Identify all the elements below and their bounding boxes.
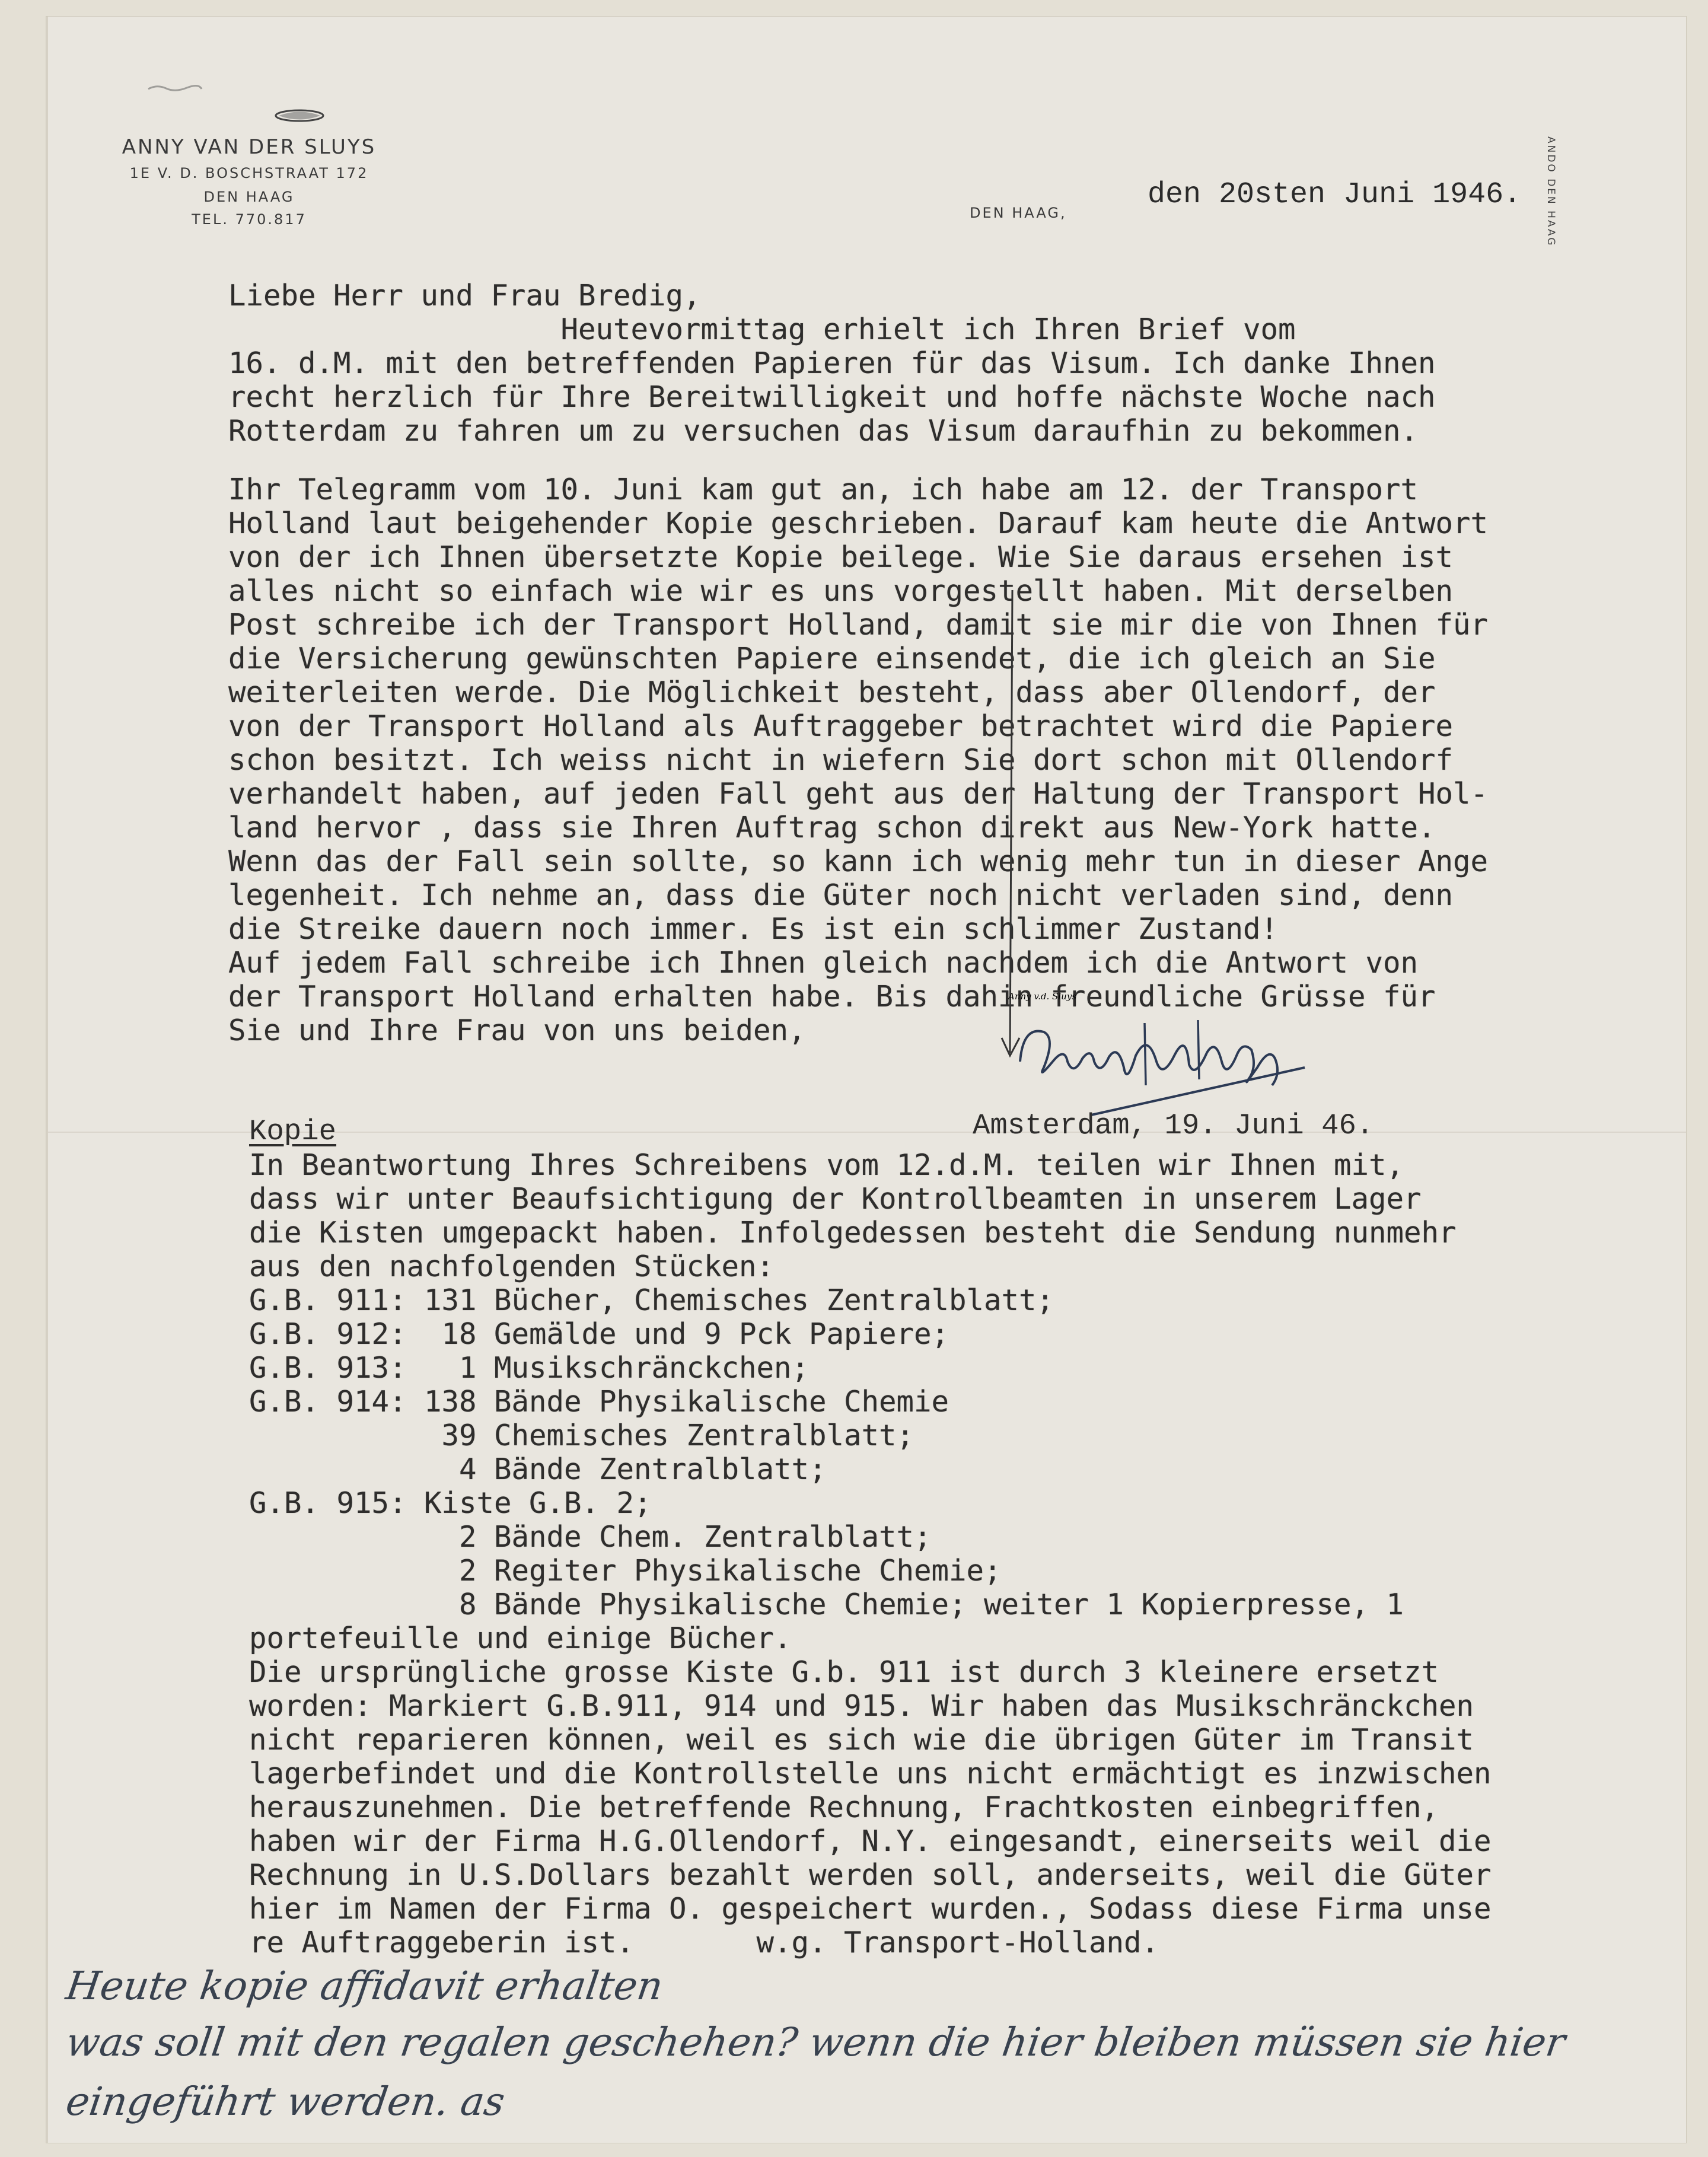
copy-body: In Beantwortung Ihres Schreibens vom 12.d.M. teilen wir Ihnen mit, dass wir unter Beaufsichtigung der Kontrollbeamten in unserem Lager die Kisten umgepackt haben. Infolgedessen besteht die Sendung nunmehr aus den nachfolgenden Stücken: G.B. 911: 131 Bücher, Chemisches Zentralblatt; G.B. 912: 18 Gemälde und 9 Pck Papiere; G.B. 913: 1 Musikschränckchen; G.B. 914: 138 Bände Physikalische Chemie 39 Chemisches Zentralblatt; 4 Bände Zentralblatt; G.B. 915: Kiste G.B. 2; 2 Bände Chem. Zentralblatt; 2 Regiter Physikalische Chemie; 8 Bände Physikalische Chemie; weiter 1 Kopierpresse, 1 portefeuille und einige Bücher. Die ursprüngliche grosse Kiste G.b. 911 ist durch 3 kleinere ersetzt worden: Markiert G.B.911, 914 und 915. Wir haben das Musikschränckchen nicht reparieren können, weil es sich wie die übrigen Güter im Transit lagerbefindet und die Kontrollstelle uns nicht ermächtigt es inzwischen herauszunehmen. Die betreffende Rechnung, Frachtkosten einbegriffen, haben wir der Firma H.G.Ollendorf, N.Y. eingesandt, einerseits weil die Rechnung in U.S.Dollars bezahlt werden soll, anderseits, weil die Güter hier im Namen der Firma O. gespeichert wurden., Sodass diese Firma unse re Auftraggeberin ist. w.g. Transport-Holland.: [249, 1148, 1492, 1960]
handwritten-note-line-1: Heute kopie affidavit erhalten: [63, 1963, 666, 2009]
salutation: Liebe Herr und Frau Bredig,: [228, 279, 701, 313]
handwritten-note-line-2: was soll mit den regalen geschehen? wenn die hier bleiben müssen sie hier: [63, 2019, 1568, 2065]
signature-text: [1008, 991, 1076, 1002]
letterhead-street: 1E V. D. BOSCHSTRAAT 172: [129, 165, 369, 181]
logo-icon: [273, 107, 326, 125]
letterhead-name: ANNY VAN DER SLUYS: [122, 135, 377, 159]
letterhead-city: DEN HAAG: [203, 189, 295, 205]
paragraph-1: Heutevormittag erhielt ich Ihren Brief vom 16. d.M. mit den betreffenden Papieren für das Visum. Ich danke Ihnen recht herzlich für Ihre Bereitwilligkeit und hoffe nächste Woche nach Rotterdam zu fahren um zu versuchen das Visum daraufhin zu bekommen.: [228, 313, 1436, 448]
signature: [1008, 990, 1317, 1121]
letterhead-tel: TEL. 770.817: [192, 211, 307, 228]
handwritten-note-line-3: eingeführt werden. as: [63, 2079, 508, 2124]
ink-smudge: [145, 82, 205, 94]
letter-date: den 20sten Juni 1946.: [1148, 178, 1522, 212]
paragraph-2: Ihr Telegramm vom 10. Juni kam gut an, ich habe am 12. der Transport Holland laut beigehender Kopie geschrieben. Darauf kam heute die Antwort von der ich Ihnen übersetzte Kopie beilege. Wie Sie daraus ersehen ist alles nicht so einfach wie wir es uns vorgestellt haben. Mit derselben Post schreibe ich der Transport Holland, damit sie mir die von Ihnen für die Versicherung gewünschten Papiere einsendet, die ich gleich an Sie weiterleiten werde. Die Möglichkeit besteht, dass aber Ollendorf, der von der Transport Holland als Auftraggeber betrachtet wird die Papiere schon besitzt. Ich weiss nicht in wiefern Sie dort schon mit Ollendorf verhandelt haben, auf jeden Fall geht aus der Haltung der Transport Hol- land hervor , dass sie Ihren Auftrag schon direkt aus New-York hatte. Wenn das der Fall sein sollte, so kann ich wenig mehr tun in dieser Ange legenheit. Ich nehme an, dass die Güter noch nicht verladen sind, denn die Streike dauern noch immer. Es ist ein schlimmer Zustand! Auf jedem Fall schreibe ich Ihnen gleich nachdem ich die Antwort von der Transport Holland erhalten habe. Bis dahin freundliche Grüsse für Sie und Ihre Frau von uns beiden,: [228, 473, 1489, 1047]
printer-side-text: ANDO DEN HAAG: [1545, 136, 1557, 247]
place-label: DEN HAAG,: [970, 205, 1067, 221]
copy-place-date: Amsterdam, 19. Juni 46.: [973, 1109, 1374, 1142]
copy-label: Kopie: [249, 1115, 337, 1148]
